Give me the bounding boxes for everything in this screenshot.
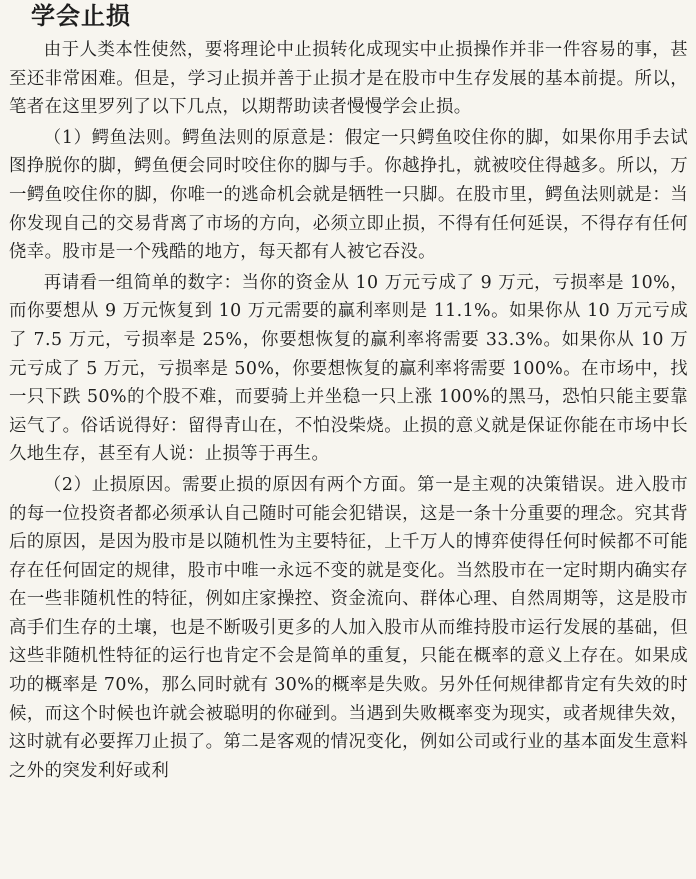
paragraph-stop-loss-reasons: （2）止损原因。需要止损的原因有两个方面。第一是主观的决策错误。进入股市的每一位投资者都必须承认自己随时可能会犯错误，这是一条十分重要的理念。究其背后的原因，是因为股市是以随机性为主要特征，上千万人的博弈使得任何时候都不可能存在任何固定的规律，股市中唯一永远不变的就是变化。当然股市在一定时期内确实存在一些非随机性的特征，例如庄家操控、资金流向、群体心理、自然周期等，这是股市高手们生存的土壤，也是不断吸引更多的人加入股市从而维持股市运行发展的基础，但这些非随机性特征的运行也肯定不会是简单的重复，只能在概率的意义上存在。如果成功的概率是 70%，那么同时就有 30%的概率是失败。另外任何规律都肯定有失效的时候，而这个时候也许就会被聪明的你碰到。当遇到失败概率变为现实，或者规律失效，这时就有必要挥刀止损了。第二是客观的情况变化，例如公司或行业的基本面发生意料之外的突发利好或利 xyxy=(9,474,688,781)
paragraph-crocodile-rule: （1）鳄鱼法则。鳄鱼法则的原意是：假定一只鳄鱼咬住你的脚，如果你用手去试图挣脱你的脚，鳄鱼便会同时咬住你的脚与手。你越挣扎，就被咬住得越多。所以，万一鳄鱼咬住你的脚，你唯一的逃命机会就是牺牲一只脚。在股市里，鳄鱼法则就是：当你发现自己的交易背离了市场的方向，必须立即止损，不得有任何延误，不得存有任何侥幸。股市是一个残酷的地方，每天都有人被它吞没。 xyxy=(9,127,688,263)
paragraph-loss-numbers: 再请看一组简单的数字：当你的资金从 10 万元亏成了 9 万元，亏损率是 10%，而你要想从 9 万元恢复到 10 万元需要的赢利率则是 11.1%。如果你从 10 万元亏成了 7.5 万元，亏损率是 25%，你要想恢复的赢利率将需要 33.3%。如果你从 10 万元亏成了 5 万元，亏损率是 50%，你要想恢复的赢利率将需要 100%。在市场中，找一只下跌 50%的个股不难，而要骑上并坐稳一只上涨 100%的黑马，恐怕只能主要靠运气了。俗话说得好：留得青山在，不怕没柴烧。止损的意义就是保证你能在市场中长久地生存，甚至有人说：止损等于再生。 xyxy=(9,272,688,465)
section-title: 学会止损 xyxy=(31,2,131,30)
paragraph-intro: 由于人类本性使然，要将理论中止损转化成现实中止损操作并非一件容易的事，甚至还非常困难。但是，学习止损并善于止损才是在股市中生存发展的基本前提。所以，笔者在这里罗列了以下几点，以期帮助读者慢慢学会止损。 xyxy=(9,40,688,118)
